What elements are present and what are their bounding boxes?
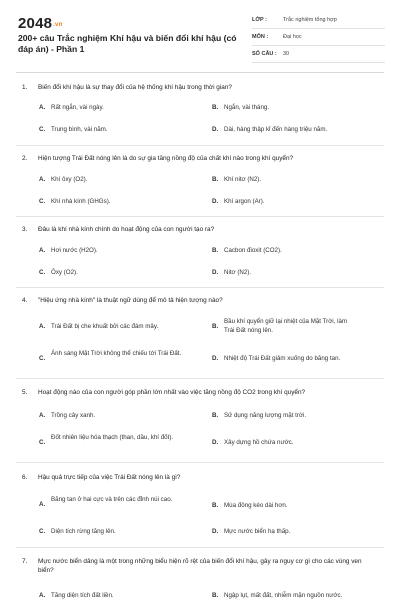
option-text: Đốt nhiên liệu hóa thạch (than, dầu, khí đốt). (51, 434, 174, 441)
meta-label: SỐ CÂU : (252, 51, 277, 57)
option-letter: B. (212, 502, 219, 509)
question-text: Hậu quả trực tiếp của việc Trái Đất nóng lên là gì? (38, 474, 181, 481)
option-text: Mùa đông kéo dài hơn. (224, 502, 288, 509)
option-text: Nitơ (N2). (224, 269, 252, 276)
meta-row-class (252, 14, 385, 29)
option-text: Trái Đất bị che khuất bởi các đám mây. (51, 323, 159, 330)
question-number: 4. (22, 297, 28, 304)
option-text: Hơi nước (H2O). (51, 247, 98, 254)
meta-value: Đại học (283, 34, 302, 40)
meta-value: Trắc nghiệm tổng hợp (283, 17, 337, 23)
question-number: 2. (22, 155, 28, 162)
option-letter: C. (39, 528, 46, 535)
question-divider (16, 462, 384, 463)
question-text: Đâu là khí nhà kính chính do hoạt động của con người tạo ra? (38, 226, 215, 233)
option-text: Xây dựng hồ chứa nước. (224, 439, 294, 446)
question-number: 7. (22, 558, 28, 565)
option-letter: A. (39, 176, 46, 183)
question-number: 5. (22, 389, 28, 396)
option-text: Tăng diện tích đất liền. (51, 592, 114, 599)
question-divider (16, 216, 384, 217)
option-letter: B. (212, 247, 219, 254)
option-text: Trung bình, vài năm. (51, 126, 108, 133)
site-logo[interactable] (18, 15, 62, 32)
option-letter: C. (39, 126, 46, 133)
document-title: 200+ câu Trắc nghiệm Khí hậu và biến đổi khí hậu (có đáp án) - Phần 1 (18, 33, 237, 54)
question-number: 3. (22, 226, 28, 233)
option-letter: C. (39, 355, 46, 362)
meta-row-count (252, 48, 385, 63)
option-letter: A. (39, 323, 46, 330)
option-text: Ngắn, vài tháng. (224, 104, 270, 111)
option-text: Ôxy (O2). (51, 269, 78, 276)
question-divider (16, 145, 384, 146)
option-letter: A. (39, 501, 46, 508)
meta-label: MÔN : (252, 34, 269, 40)
option-text: Khí ôxy (O2). (51, 176, 88, 183)
meta-label: LỚP : (252, 17, 267, 23)
option-letter: D. (212, 528, 219, 535)
option-letter: C. (39, 269, 46, 276)
option-text: Khí argon (Ar). (224, 198, 265, 205)
option-text: Ngập lụt, mất đất, nhiễm mặn nguồn nước. (224, 592, 343, 599)
option-letter: D. (212, 198, 219, 205)
option-letter: D. (212, 355, 219, 362)
option-text: Rất ngắn, vài ngày. (51, 104, 104, 111)
option-letter: A. (39, 412, 46, 419)
question-number: 1. (22, 84, 28, 91)
header-divider (16, 72, 384, 73)
option-letter: B. (212, 592, 219, 599)
option-text: Bầu khí quyển giữ lại nhiệt của Mặt Trời, làm Trái Đất nóng lên. (224, 318, 348, 334)
question-text: "Hiệu ứng nhà kính" là thuật ngữ dùng để mô tả hiện tượng nào? (38, 297, 223, 304)
option-text: Dài, hàng thập kỉ đến hàng triệu năm. (224, 126, 328, 133)
question-divider (16, 378, 384, 379)
option-text: Khí nitơ (N2). (224, 176, 262, 183)
option-text: Diện tích rừng tăng lên. (51, 528, 116, 535)
meta-row-subject (252, 31, 385, 46)
question-divider (16, 547, 384, 548)
option-letter: B. (212, 323, 219, 330)
option-text: Sử dụng năng lượng mặt trời. (224, 412, 307, 419)
option-text: Cacbon đioxit (CO2). (224, 247, 282, 254)
question-text: Hiện tượng Trái Đất nóng lên là do sự gia tăng nồng độ của chất khí nào trong khí quyển? (38, 155, 294, 162)
question-text: Hoạt động nào của con người góp phần lớn nhất vào việc tăng nồng độ CO2 trong khí quyển? (38, 389, 306, 396)
question-text: Biến đổi khí hậu là sự thay đổi của hệ thống khí hậu trong thời gian? (38, 84, 232, 91)
option-text: Mực nước biển hạ thấp. (224, 528, 291, 535)
option-letter: C. (39, 198, 46, 205)
question-7 (22, 557, 372, 577)
question-number: 6. (22, 474, 28, 481)
option-letter: D. (212, 126, 219, 133)
option-text: Khí nhà kính (GHGs). (51, 198, 111, 205)
question-divider (16, 287, 384, 288)
option-letter: D. (212, 269, 219, 276)
document-header (0, 0, 400, 70)
option-text: Trồng cây xanh. (51, 412, 96, 419)
option-text: Nhiệt độ Trái Đất giảm xuống do băng tan. (224, 355, 341, 362)
option-letter: A. (39, 592, 46, 599)
option-letter: A. (39, 247, 46, 254)
option-letter: D. (212, 439, 219, 446)
option-letter: A. (39, 104, 46, 111)
meta-value: 30 (283, 51, 290, 57)
option-letter: B. (212, 412, 219, 419)
logo-main: 2048 (18, 15, 53, 32)
question-text: Mực nước biển dâng là một trong những biểu hiện rõ rệt của biến đổi khí hậu, gây ra nguy cơ gì cho các vùng ven biển? (38, 558, 362, 574)
option-text: Băng tan ở hai cực và trên các đỉnh núi cao. (51, 496, 173, 503)
document-meta (252, 14, 385, 65)
logo-suffix: .vn (53, 22, 63, 28)
option-letter: C. (39, 439, 46, 446)
option-letter: B. (212, 104, 219, 111)
option-text: Ánh sáng Mặt Trời không thể chiếu tới Trái Đất. (51, 350, 182, 357)
option-letter: B. (212, 176, 219, 183)
